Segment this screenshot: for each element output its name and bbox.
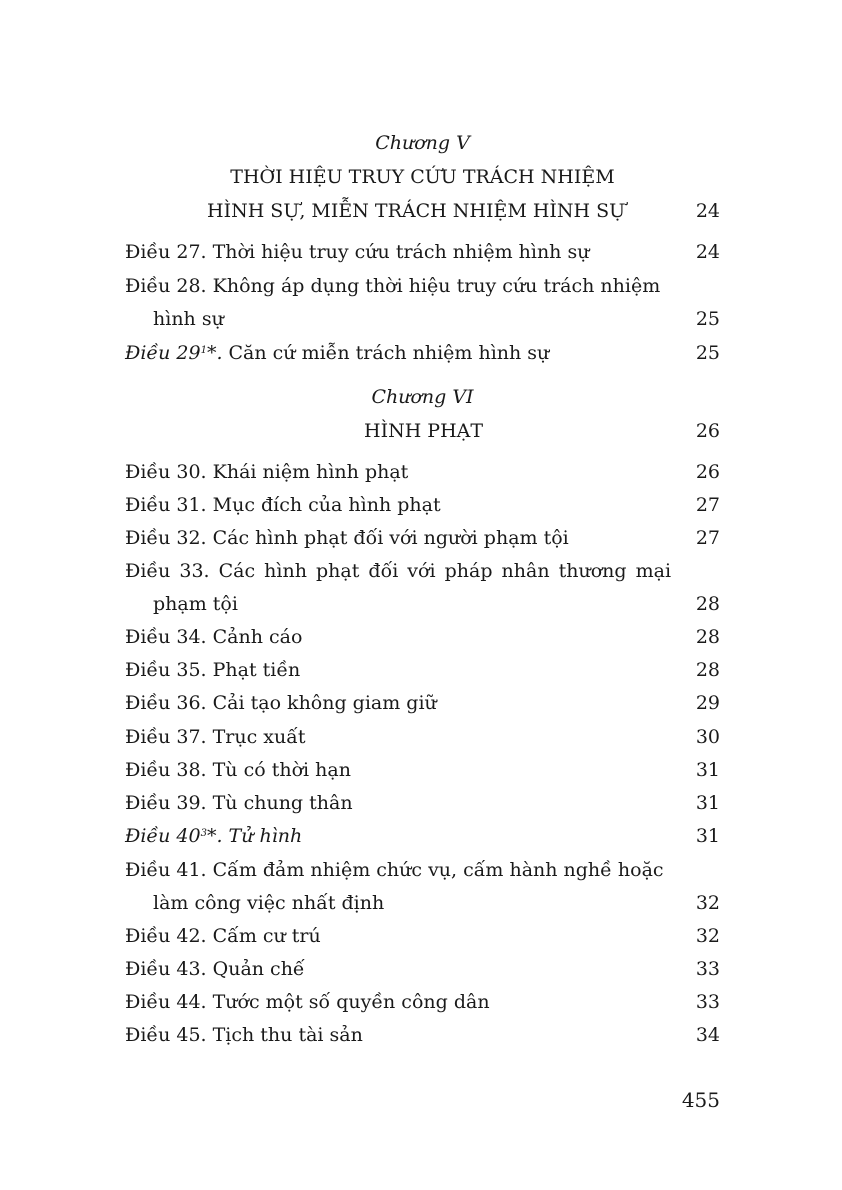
toc-entry-text: Điều 43. Quản chế	[125, 958, 305, 980]
entry-40-footnote-mark: 3	[200, 828, 207, 839]
toc-entry-text: Điều 39. Tù chung thân	[125, 792, 353, 814]
toc-entry-page: 27	[695, 494, 720, 516]
toc-entry-page: 34	[695, 1024, 720, 1046]
toc-entry-page: 26	[695, 461, 720, 483]
toc-entry-text: Điều 31. Mục đích của hình phạt	[125, 494, 441, 516]
toc-entry-page: 31	[695, 759, 720, 781]
chapter-5-page: 24	[695, 200, 720, 222]
toc-entry-page: 33	[695, 991, 720, 1013]
toc-entry-page: 28	[695, 659, 720, 681]
chapter-5-title-line2: HÌNH SỰ, MIỄN TRÁCH NHIỆM HÌNH SỰ	[207, 200, 626, 222]
toc-entry-page: 32	[695, 892, 720, 914]
toc-entry-text: Điều 41. Cấm đảm nhiệm chức vụ, cấm hành nghề hoặc	[125, 859, 664, 881]
toc-entry-page: 28	[695, 593, 720, 615]
toc-entry-page: 24	[695, 241, 720, 263]
entry-29-prefix: Điều 29	[125, 342, 201, 364]
chapter-5-title-line1: THỜI HIỆU TRUY CỨU TRÁCH NHIỆM	[230, 166, 615, 188]
toc-entry-text: làm công việc nhất định	[153, 892, 385, 914]
toc-entry-text: Điều 33. Các hình phạt đối với pháp nhân thương mại	[125, 560, 672, 582]
toc-entry-page: 25	[695, 342, 720, 364]
chapter-5-label: Chương V	[375, 132, 470, 154]
entry-29-footnote-mark: 1	[200, 345, 207, 356]
toc-entry-page: 29	[695, 692, 720, 714]
toc-entry-page: 31	[695, 792, 720, 814]
toc-entry-page: 31	[695, 825, 720, 847]
toc-entry-text: phạm tội	[153, 593, 238, 615]
toc-entry-text: Điều 36. Cải tạo không giam giữ	[125, 692, 437, 714]
toc-entry-text: Điều 37. Trục xuất	[125, 726, 306, 748]
toc-entry-text	[125, 823, 302, 849]
toc-entry-page: 28	[695, 626, 720, 648]
toc-entry-text: hình sự	[153, 308, 224, 330]
entry-29-title: Căn cứ miễn trách nhiệm hình sự	[222, 342, 550, 364]
toc-entry-page: 27	[695, 527, 720, 549]
toc-entry-text: Điều 30. Khái niệm hình phạt	[125, 461, 409, 483]
toc-entry-text: Điều 34. Cảnh cáo	[125, 626, 303, 648]
chapter-6-title: HÌNH PHẠT	[364, 420, 484, 442]
toc-entry-text: Điều 45. Tịch thu tài sản	[125, 1024, 363, 1046]
toc-entry-text: Điều 27. Thời hiệu truy cứu trách nhiệm hình sự	[125, 241, 590, 263]
toc-entry-text: Điều 42. Cấm cư trú	[125, 925, 321, 947]
toc-entry-page: 25	[695, 308, 720, 330]
toc-entry-text: Điều 35. Phạt tiền	[125, 659, 301, 681]
chapter-6-page: 26	[695, 420, 720, 442]
toc-entry-page: 30	[695, 726, 720, 748]
toc-entry-text: Điều 44. Tước một số quyền công dân	[125, 991, 490, 1013]
toc-entry-text: Điều 28. Không áp dụng thời hiệu truy cứu trách nhiệm	[125, 275, 661, 297]
toc-entry-text: Điều 32. Các hình phạt đối với người phạm tội	[125, 527, 569, 549]
page-number: 455	[681, 1088, 720, 1112]
entry-29-star: *.	[206, 342, 223, 364]
toc-entry-text: Điều 38. Tù có thời hạn	[125, 759, 351, 781]
toc-entry-page: 33	[695, 958, 720, 980]
chapter-6-label: Chương VI	[371, 386, 474, 408]
toc-entry-page: 32	[695, 925, 720, 947]
toc-entry-text	[125, 340, 549, 366]
entry-40-title: *. Tử hình	[206, 825, 303, 847]
entry-40-prefix: Điều 40	[125, 825, 201, 847]
